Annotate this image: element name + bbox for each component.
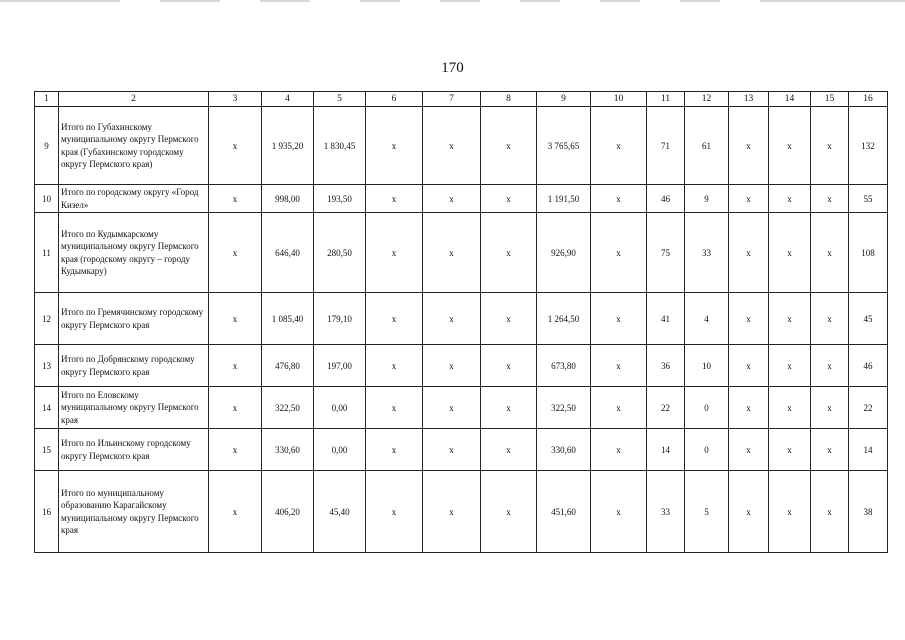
table-row: [35, 107, 888, 185]
cell-col-5: 0,00: [314, 429, 366, 471]
cell-col-16: 45: [849, 293, 888, 345]
cell-col-6: x: [366, 213, 423, 293]
column-header: 11: [647, 92, 685, 107]
table-body: [35, 92, 888, 553]
scan-edge-line: [260, 0, 310, 2]
table-row: [35, 387, 888, 429]
cell-col-5: 179,10: [314, 293, 366, 345]
scan-edge-line: [520, 0, 560, 2]
column-header: 14: [769, 92, 811, 107]
cell-col-13: x: [729, 185, 769, 213]
cell-col-12: 33: [685, 213, 729, 293]
row-number: 14: [35, 387, 59, 429]
cell-col-5: 280,50: [314, 213, 366, 293]
cell-col-14: x: [769, 107, 811, 185]
column-header: 8: [481, 92, 537, 107]
cell-col-14: x: [769, 213, 811, 293]
row-name: Итого по Еловскому муниципальному округу Пермского края: [59, 387, 209, 429]
cell-col-9: 451,60: [537, 471, 591, 553]
cell-col-7: x: [423, 213, 481, 293]
scan-edge-line: [600, 0, 640, 2]
header-row: [35, 92, 888, 107]
cell-col-8: x: [481, 429, 537, 471]
cell-col-4: 1 935,20: [262, 107, 314, 185]
cell-col-6: x: [366, 107, 423, 185]
cell-col-16: 38: [849, 471, 888, 553]
cell-col-4: 998,00: [262, 185, 314, 213]
cell-col-10: x: [591, 107, 647, 185]
cell-col-3: x: [209, 185, 262, 213]
cell-col-10: x: [591, 471, 647, 553]
cell-col-12: 4: [685, 293, 729, 345]
cell-col-16: 108: [849, 213, 888, 293]
cell-col-7: x: [423, 185, 481, 213]
cell-col-7: x: [423, 429, 481, 471]
cell-col-14: x: [769, 387, 811, 429]
column-header: 5: [314, 92, 366, 107]
row-number: 13: [35, 345, 59, 387]
cell-col-6: x: [366, 429, 423, 471]
cell-col-13: x: [729, 471, 769, 553]
cell-col-14: x: [769, 293, 811, 345]
cell-col-6: x: [366, 471, 423, 553]
table-row: [35, 345, 888, 387]
cell-col-16: 132: [849, 107, 888, 185]
cell-col-8: x: [481, 345, 537, 387]
cell-col-16: 55: [849, 185, 888, 213]
cell-col-8: x: [481, 107, 537, 185]
cell-col-10: x: [591, 429, 647, 471]
column-header: 6: [366, 92, 423, 107]
cell-col-7: x: [423, 345, 481, 387]
cell-col-3: x: [209, 293, 262, 345]
table-row: [35, 293, 888, 345]
cell-col-11: 33: [647, 471, 685, 553]
cell-col-6: x: [366, 345, 423, 387]
cell-col-13: x: [729, 387, 769, 429]
cell-col-14: x: [769, 471, 811, 553]
cell-col-4: 646,40: [262, 213, 314, 293]
row-number: 15: [35, 429, 59, 471]
scan-edge-line: [760, 0, 905, 2]
cell-col-4: 322,50: [262, 387, 314, 429]
table-row: [35, 429, 888, 471]
cell-col-15: x: [811, 293, 849, 345]
cell-col-15: x: [811, 429, 849, 471]
cell-col-12: 0: [685, 429, 729, 471]
cell-col-3: x: [209, 213, 262, 293]
cell-col-3: x: [209, 107, 262, 185]
cell-col-6: x: [366, 185, 423, 213]
column-header: 15: [811, 92, 849, 107]
cell-col-14: x: [769, 185, 811, 213]
cell-col-7: x: [423, 471, 481, 553]
cell-col-9: 330,60: [537, 429, 591, 471]
column-header: 12: [685, 92, 729, 107]
cell-col-15: x: [811, 345, 849, 387]
cell-col-15: x: [811, 185, 849, 213]
cell-col-15: x: [811, 471, 849, 553]
cell-col-9: 1 191,50: [537, 185, 591, 213]
cell-col-3: x: [209, 387, 262, 429]
cell-col-9: 673,80: [537, 345, 591, 387]
cell-col-15: x: [811, 387, 849, 429]
cell-col-5: 45,40: [314, 471, 366, 553]
data-table: [34, 91, 888, 553]
row-name: Итого по городскому округу «Город Кизел»: [59, 185, 209, 213]
cell-col-15: x: [811, 213, 849, 293]
cell-col-4: 406,20: [262, 471, 314, 553]
cell-col-4: 1 085,40: [262, 293, 314, 345]
column-header: 3: [209, 92, 262, 107]
cell-col-3: x: [209, 345, 262, 387]
column-header: 1: [35, 92, 59, 107]
cell-col-10: x: [591, 345, 647, 387]
column-header: 2: [59, 92, 209, 107]
row-name: Итого по Ильинскому городскому округу Пермского края: [59, 429, 209, 471]
cell-col-11: 22: [647, 387, 685, 429]
scan-edge-line: [360, 0, 400, 2]
cell-col-8: x: [481, 293, 537, 345]
row-name: Итого по муниципальному образованию Карагайскому муниципальному округу Пермского края: [59, 471, 209, 553]
cell-col-13: x: [729, 107, 769, 185]
cell-col-13: x: [729, 345, 769, 387]
table-row: [35, 185, 888, 213]
column-header: 13: [729, 92, 769, 107]
row-name: Итого по Добрянскому городскому округу Пермского края: [59, 345, 209, 387]
column-header: 9: [537, 92, 591, 107]
cell-col-10: x: [591, 293, 647, 345]
cell-col-7: x: [423, 107, 481, 185]
column-header: 10: [591, 92, 647, 107]
cell-col-4: 330,60: [262, 429, 314, 471]
cell-col-7: x: [423, 293, 481, 345]
row-number: 16: [35, 471, 59, 553]
cell-col-13: x: [729, 213, 769, 293]
cell-col-15: x: [811, 107, 849, 185]
cell-col-3: x: [209, 471, 262, 553]
scan-edge-line: [680, 0, 720, 2]
cell-col-5: 1 830,45: [314, 107, 366, 185]
cell-col-10: x: [591, 213, 647, 293]
cell-col-16: 14: [849, 429, 888, 471]
cell-col-16: 22: [849, 387, 888, 429]
row-name: Итого по Кудымкарскому муниципальному округу Пермского края (городскому округу – городу Кудымкару): [59, 213, 209, 293]
cell-col-12: 0: [685, 387, 729, 429]
cell-col-8: x: [481, 185, 537, 213]
table-row: [35, 213, 888, 293]
cell-col-12: 9: [685, 185, 729, 213]
scan-edge-line: [0, 0, 120, 2]
cell-col-14: x: [769, 345, 811, 387]
cell-col-6: x: [366, 387, 423, 429]
table-row: [35, 471, 888, 553]
cell-col-12: 10: [685, 345, 729, 387]
cell-col-13: x: [729, 429, 769, 471]
cell-col-11: 46: [647, 185, 685, 213]
scan-edge-line: [160, 0, 220, 2]
cell-col-4: 476,80: [262, 345, 314, 387]
row-number: 12: [35, 293, 59, 345]
column-header: 7: [423, 92, 481, 107]
cell-col-5: 0,00: [314, 387, 366, 429]
cell-col-5: 193,50: [314, 185, 366, 213]
cell-col-10: x: [591, 387, 647, 429]
cell-col-10: x: [591, 185, 647, 213]
cell-col-12: 61: [685, 107, 729, 185]
cell-col-11: 14: [647, 429, 685, 471]
cell-col-16: 46: [849, 345, 888, 387]
cell-col-9: 926,90: [537, 213, 591, 293]
page-number: 170: [441, 60, 464, 76]
cell-col-11: 36: [647, 345, 685, 387]
cell-col-9: 1 264,50: [537, 293, 591, 345]
cell-col-11: 71: [647, 107, 685, 185]
cell-col-8: x: [481, 213, 537, 293]
cell-col-13: x: [729, 293, 769, 345]
cell-col-12: 5: [685, 471, 729, 553]
row-name: Итого по Губахинскому муниципальному округу Пермского края (Губахинскому городскому округу Пермского края): [59, 107, 209, 185]
cell-col-8: x: [481, 387, 537, 429]
column-header: 16: [849, 92, 888, 107]
cell-col-8: x: [481, 471, 537, 553]
scan-edge-line: [440, 0, 480, 2]
cell-col-11: 75: [647, 213, 685, 293]
cell-col-6: x: [366, 293, 423, 345]
cell-col-9: 3 765,65: [537, 107, 591, 185]
cell-col-11: 41: [647, 293, 685, 345]
cell-col-5: 197,00: [314, 345, 366, 387]
cell-col-3: x: [209, 429, 262, 471]
cell-col-7: x: [423, 387, 481, 429]
row-name: Итого по Гремячинскому городскому округу Пермского края: [59, 293, 209, 345]
row-number: 9: [35, 107, 59, 185]
row-number: 10: [35, 185, 59, 213]
cell-col-9: 322,50: [537, 387, 591, 429]
row-number: 11: [35, 213, 59, 293]
column-header: 4: [262, 92, 314, 107]
cell-col-14: x: [769, 429, 811, 471]
